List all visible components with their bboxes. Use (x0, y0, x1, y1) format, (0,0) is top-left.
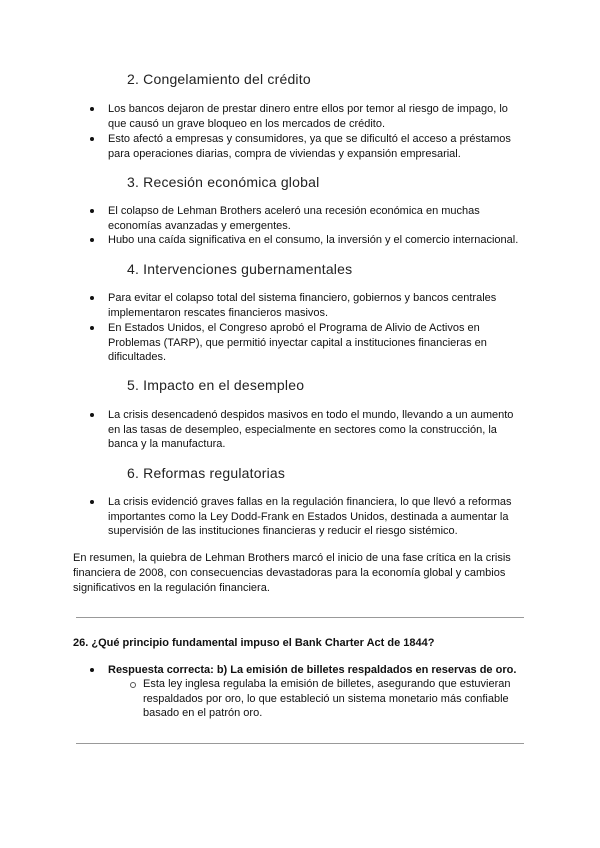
sub-bullet-icon (130, 682, 136, 688)
section-heading: 6. Reformas regulatorias (127, 465, 286, 481)
bullet-text-line: En Estados Unidos, el Congreso aprobó el Programa de Alivio de Activos en (108, 322, 480, 334)
bullet-icon (90, 668, 94, 672)
bullet-text-line: La crisis desencadenó despidos masivos en todo el mundo, llevando a un aumento (108, 409, 514, 421)
explanation-line: basado en el patrón oro. (143, 707, 263, 719)
section-heading: 3. Recesión económica global (127, 174, 320, 190)
answer-text: Respuesta correcta: b) La emisión de billetes respaldados en reservas de oro. (108, 664, 517, 676)
bullet-icon (90, 107, 94, 111)
summary-line: significativos en la regulación financiera. (73, 582, 270, 594)
question-heading: 26. ¿Qué principio fundamental impuso el Bank Charter Act de 1844? (73, 637, 435, 649)
bullet-text-line: La crisis evidenció graves fallas en la regulación financiera, lo que llevó a reformas (108, 496, 512, 508)
bullet-text-line: Los bancos dejaron de prestar dinero entre ellos por temor al riesgo de impago, lo (108, 103, 508, 115)
bullet-icon (90, 413, 94, 417)
bullet-text-line: El colapso de Lehman Brothers aceleró una recesión económica en muchas (108, 205, 480, 217)
bullet-text-line: supervisión de las instituciones financieras y reducir el riesgo sistémico. (108, 525, 458, 537)
bullet-text-line: para operaciones diarias, compra de viviendas y expansión empresarial. (108, 147, 461, 160)
bullet-text-line: dificultades. (108, 351, 167, 363)
explanation-line: respaldados por oro, lo que estableció un sistema monetario más confiable (143, 692, 509, 705)
bullet-text-line: economías avanzadas y emergentes. (108, 219, 291, 232)
bullet-text-line: implementaron rescates financieros masivos. (108, 306, 329, 319)
bullet-icon (90, 326, 94, 330)
bullet-icon (90, 296, 94, 300)
bullet-icon (90, 137, 94, 141)
bullet-icon (90, 209, 94, 213)
section-heading: 5. Impacto en el desempleo (127, 377, 305, 393)
divider (76, 743, 524, 744)
bullet-icon (90, 500, 94, 504)
bullet-text-line: que causó un grave bloqueo en los mercados de crédito. (108, 117, 386, 130)
explanation-line: Esta ley inglesa regulaba la emisión de billetes, asegurando que estuvieran (143, 678, 511, 690)
bullet-text-line: banca y la manufactura. (108, 438, 226, 450)
bullet-text-line: importantes como la Ley Dodd-Frank en Estados Unidos, destinada a aumentar la (108, 510, 509, 523)
section-heading: 4. Intervenciones gubernamentales (127, 261, 353, 277)
summary-line: En resumen, la quiebra de Lehman Brothers marcó el inicio de una fase crítica en la crisis (73, 552, 511, 564)
bullet-icon (90, 238, 94, 242)
bullet-text-line: Para evitar el colapso total del sistema financiero, gobiernos y bancos centrales (108, 292, 497, 304)
bullet-text-line: Problemas (TARP), que permitió inyectar capital a instituciones financieras en (108, 336, 487, 349)
bullet-text-line: Esto afectó a empresas y consumidores, ya que se dificultó el acceso a préstamos (108, 133, 511, 145)
bullet-text-line: en las tasas de desempleo, especialmente en sectores como la construcción, la (108, 423, 497, 436)
section-heading: 2. Congelamiento del crédito (127, 71, 311, 87)
summary-line: financiera de 2008, con consecuencias devastadoras para la economía global y cambios (73, 567, 506, 579)
bullet-text-line: Hubo una caída significativa en el consumo, la inversión y el comercio internacional. (108, 234, 519, 246)
divider (76, 617, 524, 618)
